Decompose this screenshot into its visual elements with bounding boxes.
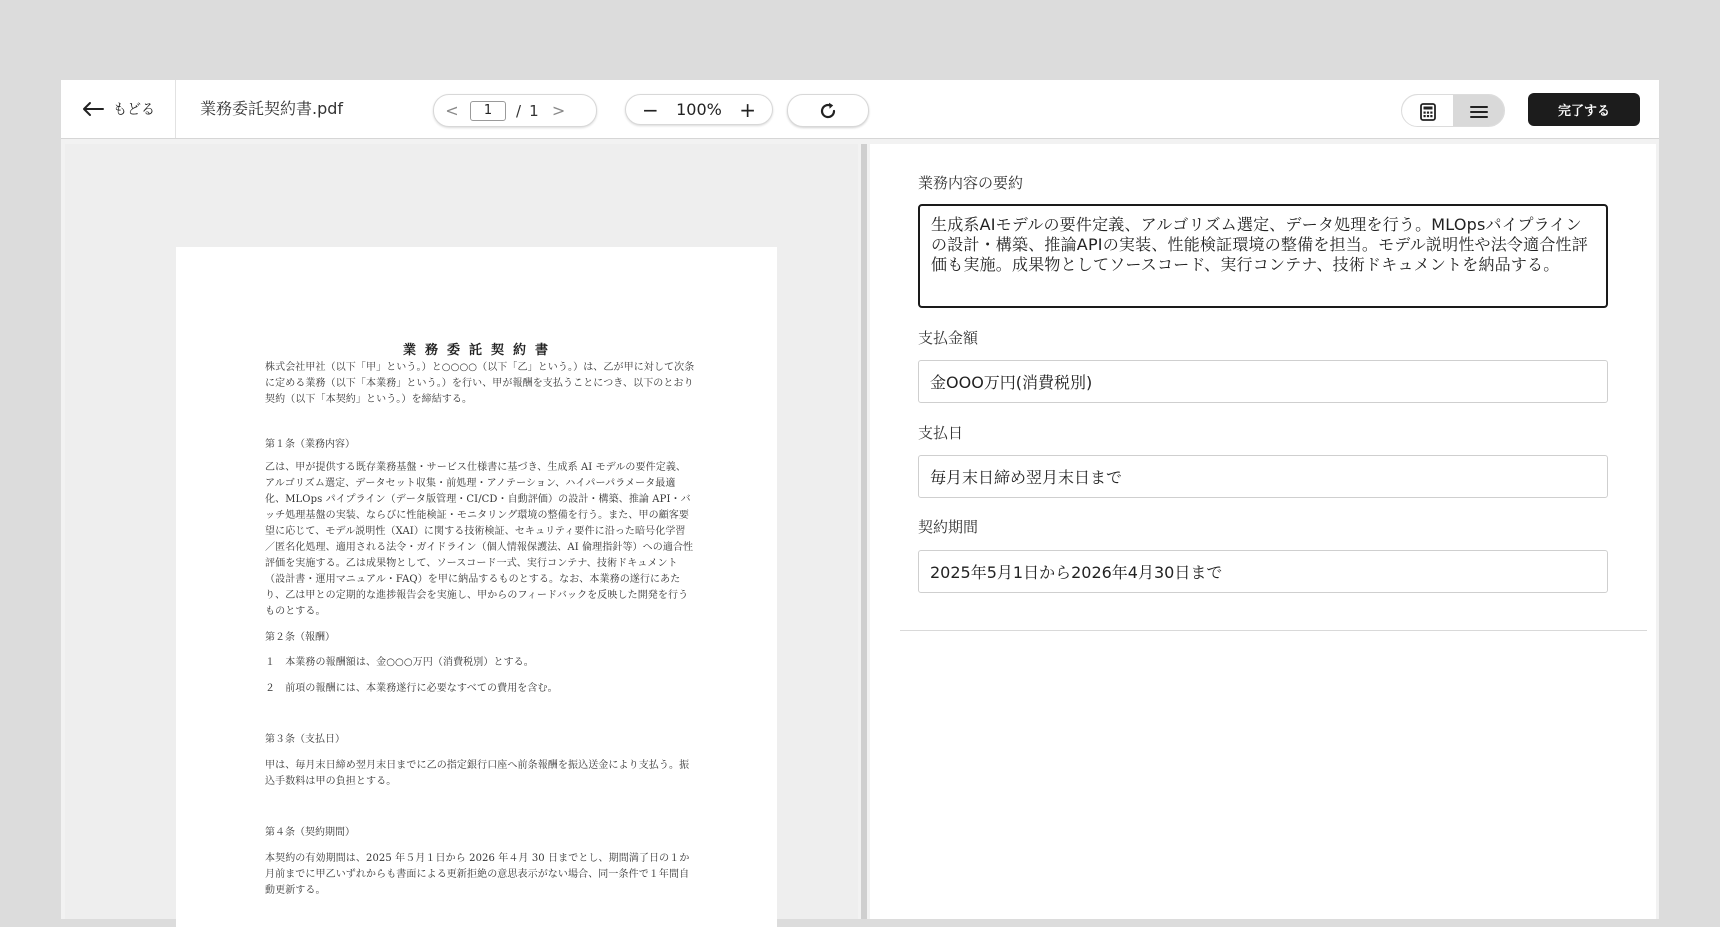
file-name: 業務委託契約書.pdf (200, 99, 344, 118)
rotate-button[interactable] (787, 94, 869, 127)
summary-textarea[interactable]: 生成系AIモデルの要件定義、アルゴリズム選定、データ処理を行う。MLOpsパイプラインの設計・構築、推論APIの実装、性能検証環境の整備を担当。モデル説明性や法令適合性評価も実施。成果物としてソースコード、実行コンテナ、技術ドキュメントを納品する。 (918, 204, 1608, 308)
article-heading: 第４条（契約期間） (265, 827, 355, 838)
pdf-viewer[interactable] (65, 144, 858, 919)
article-item: ２ 前項の報酬には、本業務遂行に必要なすべての費用を含む。 (265, 683, 558, 694)
complete-button[interactable]: 完了する (1528, 93, 1640, 126)
rotate-clockwise-icon (818, 101, 838, 121)
zoom-out-button[interactable]: − (642, 97, 659, 122)
next-page-button[interactable]: > (551, 101, 566, 120)
amount-label: 支払金額 (918, 329, 979, 347)
amount-input[interactable]: 金OOO万円(消費税別) (918, 360, 1608, 403)
form-divider (900, 630, 1647, 631)
summary-label: 業務内容の要約 (918, 174, 1024, 192)
page-number-input[interactable] (470, 101, 506, 121)
toolbar (61, 80, 1659, 139)
back-label: もどる (113, 102, 155, 118)
article-heading: 第１条（業務内容） (265, 439, 355, 450)
page-total: 1 (529, 101, 539, 120)
list-view-button[interactable] (1453, 95, 1504, 127)
grid-view-button[interactable] (1402, 95, 1453, 127)
view-mode-toggle (1401, 94, 1505, 127)
back-button[interactable] (61, 80, 176, 138)
zoom-control (625, 94, 773, 125)
pdf-page (176, 247, 777, 927)
page-separator: / (516, 101, 522, 120)
hamburger-list-icon (1469, 102, 1489, 122)
zoom-level: 100% (676, 100, 722, 119)
pdf-content (265, 339, 695, 899)
article-body: 本契約の有効期間は、2025 年５月１日から 2026 年４月 30 日までとし、期間満了日の１か月前までに甲乙いずれからも書面による更新拒絶の意思表示がない場合、同一条件で１年間自動更新する。 (265, 853, 690, 896)
pane-resize-handle[interactable] (861, 144, 867, 919)
article-heading: 第２条（報酬） (265, 632, 335, 643)
doc-intro: 株式会社甲社（以下「甲」という。）と○○○○（以下「乙」という。）は、乙が甲に対して次条に定める業務（以下「本業務」という。）を行い、甲が報酬を支払うことにつき、以下のとおり契約（以下「本契約」という。）を締結する。 (265, 362, 695, 405)
app-window (61, 80, 1659, 919)
zoom-in-button[interactable]: + (739, 97, 756, 122)
article-body: 乙は、甲が提供する既存業務基盤・サービス仕様書に基づき、生成系 AI モデルの要件定義、アルゴリズム選定、データセット収集・前処理・アノテーション、ハイパーパラメータ最適化、MLOps パイプライン（データ版管理・CI/CD・自動評価）の設計・構築、推論 API・バッチ処理基盤の実装、ならびに性能検証・モニタリング環境の整備を行う。また、甲の顧客要望に応じて、モデル説明性（XAI）に関する技術検証、セキュリティ要件に沿った暗号化学習／匿名化処理、適用される法令・ガイドライン（個人情報保護法、AI 倫理指針等）への適合性評価を実施する。乙は成果物として、ソースコード一式、実行コンテナ、技術ドキュメント（設計書・運用マニュアル・FAQ）を甲に納品するものとする。なお、本業務の遂行にあたり、乙は甲との定期的な進捗報告会を実施し、甲からのフィードバックを反映した開発を行うものとする。 (265, 462, 694, 617)
article-body: 甲は、毎月末日締め翌月末日までに乙の指定銀行口座へ前条報酬を振込送金により支払う。振込手数料は甲の負担とする。 (265, 760, 690, 787)
extraction-form (870, 144, 1656, 919)
payday-input[interactable]: 毎月末日締め翌月末日まで (918, 455, 1608, 498)
term-input[interactable]: 2025年5月1日から2026年4月30日まで (918, 550, 1608, 593)
article-heading: 第３条（支払日） (265, 734, 345, 745)
payday-label: 支払日 (918, 424, 964, 442)
term-label: 契約期間 (918, 518, 979, 536)
calculator-grid-icon (1418, 102, 1438, 122)
prev-page-button[interactable]: < (445, 101, 459, 120)
arrow-left-icon (81, 101, 105, 117)
doc-title: 業務委託契約書 (402, 343, 557, 358)
page-navigator (433, 94, 597, 127)
article-item: １ 本業務の報酬額は、金○○○万円（消費税別）とする。 (265, 657, 534, 668)
